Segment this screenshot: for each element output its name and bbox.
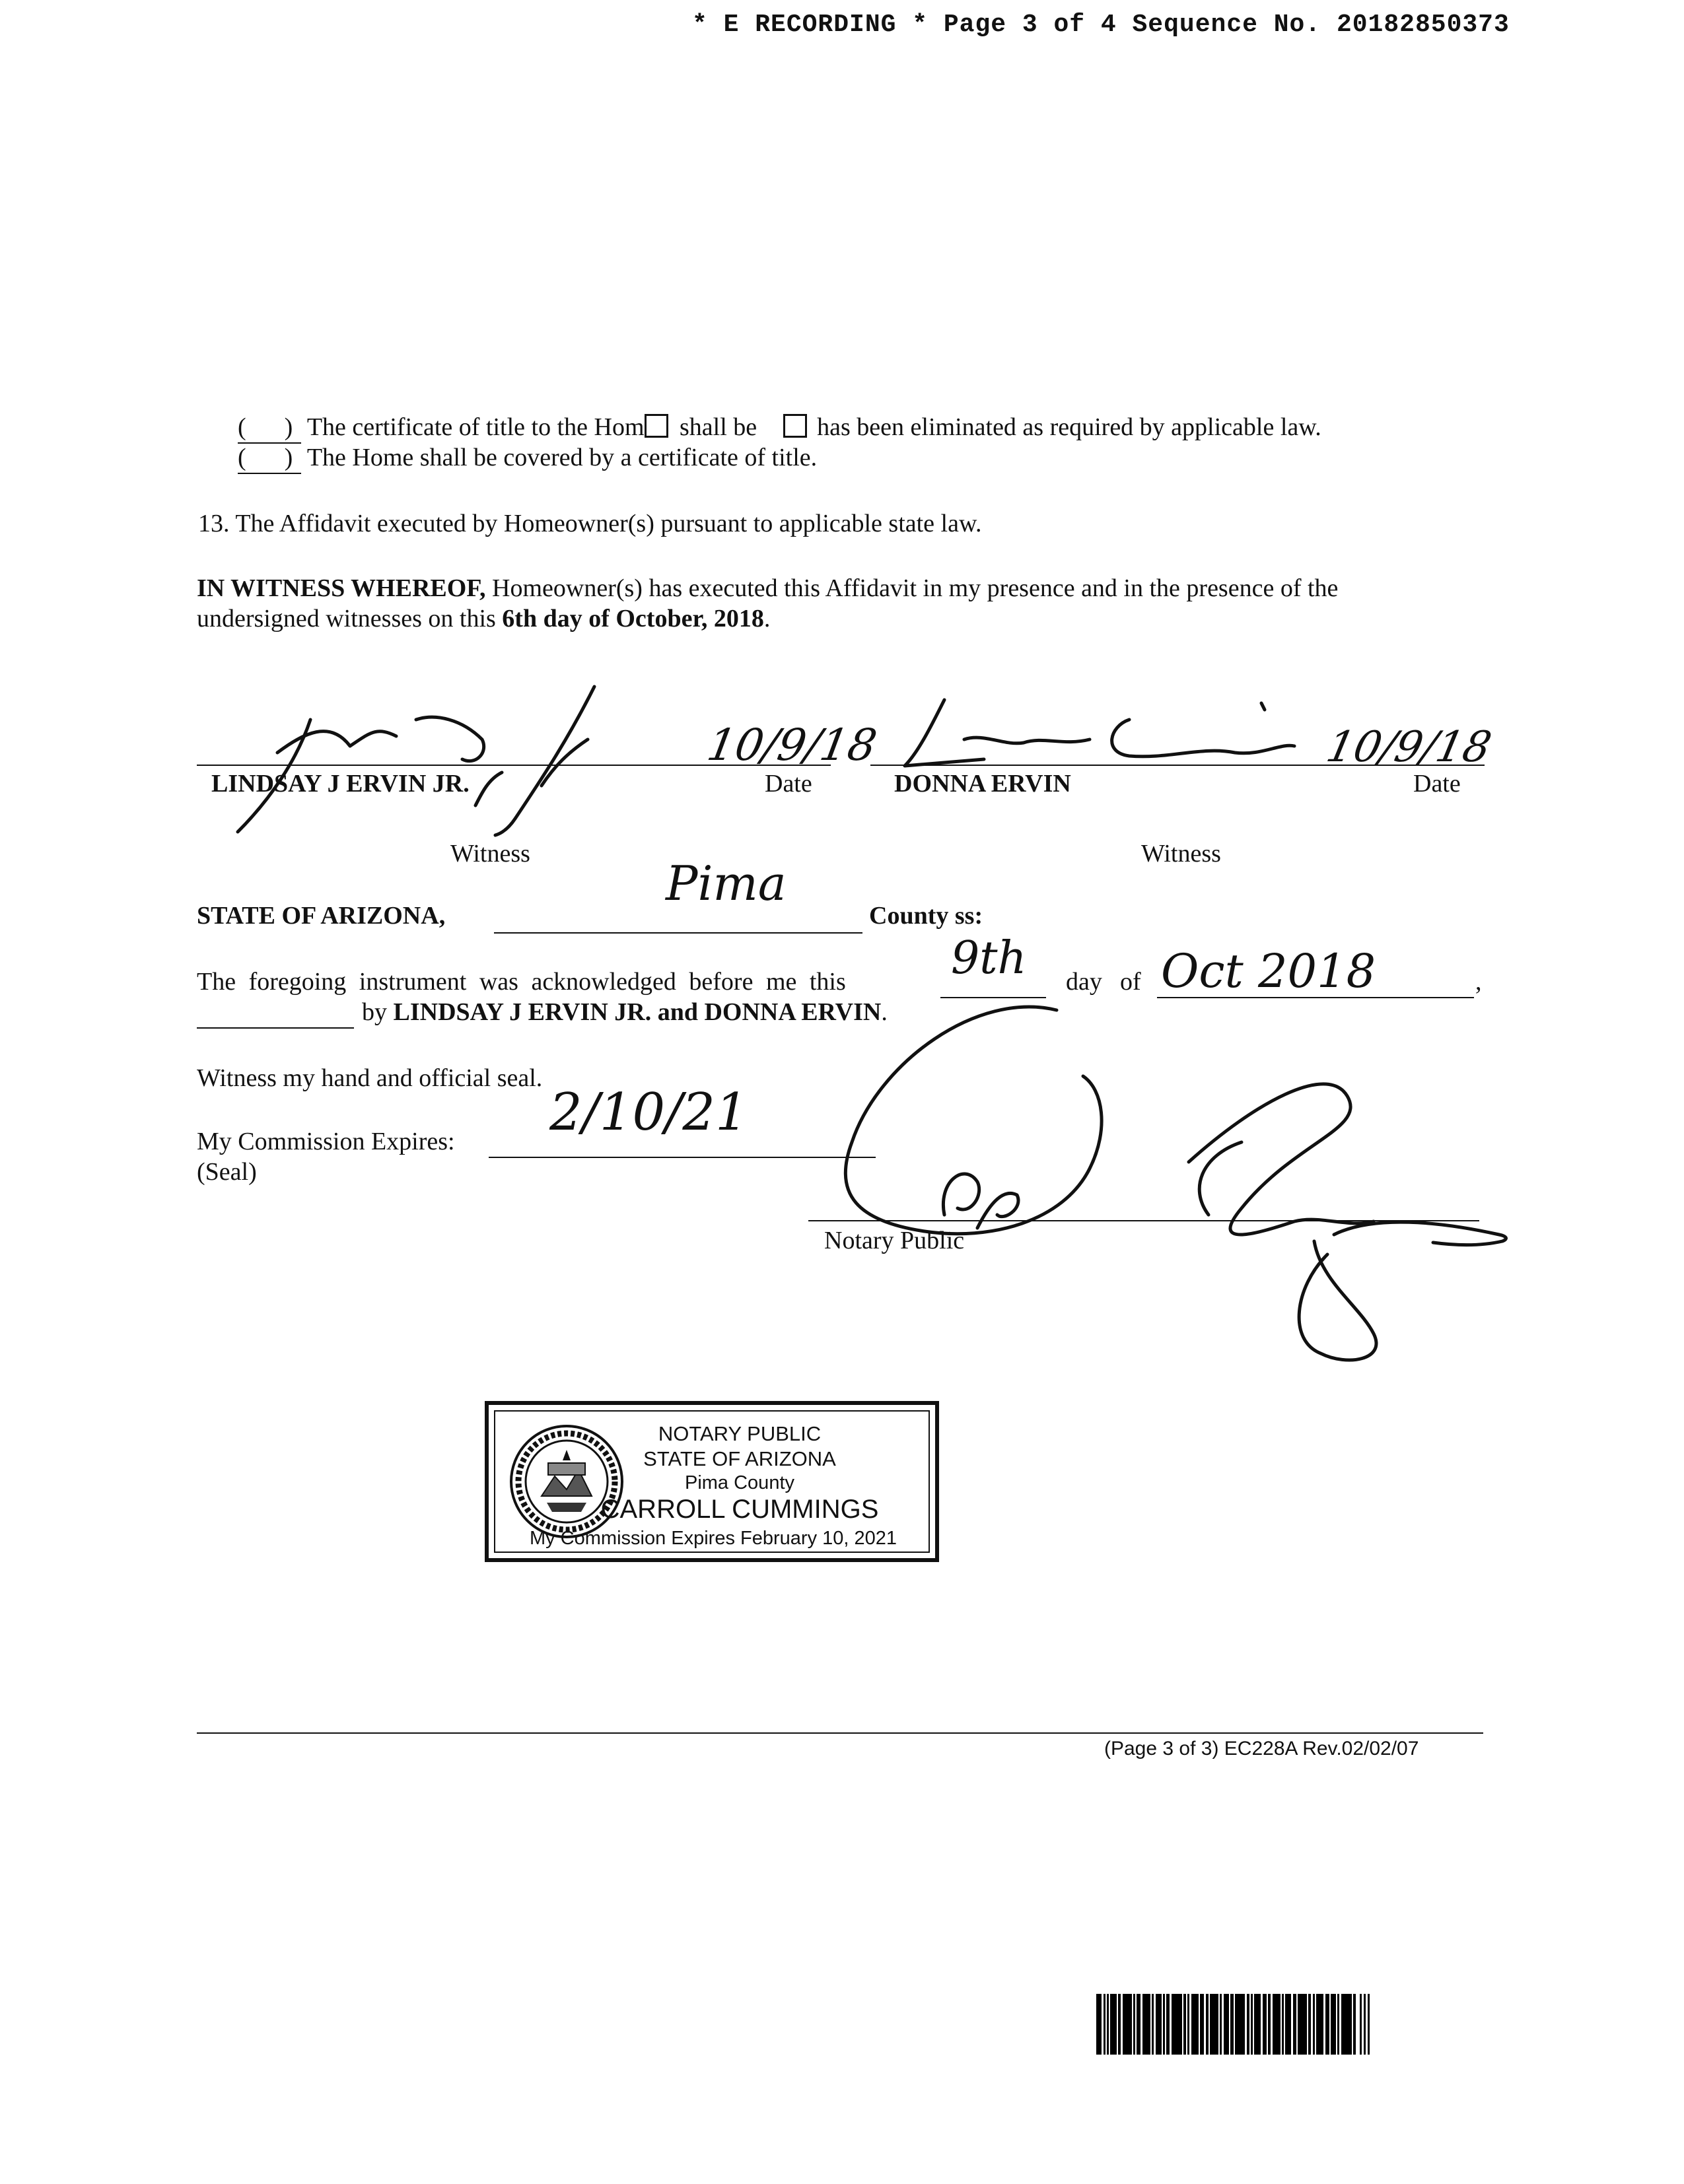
barcode-bar (1251, 1994, 1253, 2055)
barcode-bar (1230, 1994, 1234, 2055)
signer1-name: LINDSAY J ERVIN JR. (211, 770, 470, 798)
recording-header: * E RECORDING * Page 3 of 4 Sequence No. 20182850373 (692, 11, 1510, 39)
barcode-bar (1273, 1994, 1281, 2055)
ack-text: The foregoing instrument was acknowledged before me this (197, 968, 846, 996)
barcode-bar (1341, 1994, 1352, 2055)
option2-blank: ( ) (238, 442, 301, 474)
county-line[interactable] (494, 932, 862, 934)
barcode-bar (1263, 1994, 1267, 2055)
barcode-bar (1282, 1994, 1284, 2055)
witness-paragraph: IN WITNESS WHEREOF, Homeowner(s) has executed this Affidavit in my presence and in the presence of the undersigned witnesses on this 6th day of October, 2018. (197, 574, 1339, 632)
option1-eliminated: has been eliminated as required by applicable law. (817, 413, 1321, 441)
barcode-bar (1368, 1994, 1370, 2055)
hand-seal-text: Witness my hand and official seal. (197, 1064, 543, 1092)
ack-by-blank-line[interactable] (197, 1027, 354, 1029)
barcode-bar (1210, 1994, 1218, 2055)
option2-text: The Home shall be covered by a certificate of title. (306, 444, 818, 471)
barcode-bar (1137, 1994, 1140, 2055)
county-handwritten: Pima (666, 856, 787, 911)
barcode-bar (1224, 1994, 1229, 2055)
ack-day-label: day (1066, 968, 1102, 996)
barcode-bar (1096, 1994, 1102, 2055)
barcode-bar (1152, 1994, 1154, 2055)
barcode-bar (1187, 1994, 1189, 2055)
barcode-bar (1166, 1994, 1170, 2055)
barcode-bar (1285, 1994, 1291, 2055)
signer1-date-label: Date (765, 770, 812, 798)
item-13: 13. The Affidavit executed by Homeowner(s) pursuant to applicable state law. (198, 510, 982, 537)
barcode-bar (1360, 1994, 1362, 2055)
barcode-bar (1220, 1994, 1222, 2055)
commission-label: My Commission Expires: (197, 1128, 455, 1155)
ack-comma: , (1475, 968, 1482, 996)
barcode-bar (1191, 1994, 1199, 2055)
signer2-date-handwritten: 10/9/18 (1322, 723, 1496, 772)
ack-by-line: by LINDSAY J ERVIN JR. and DONNA ERVIN. (362, 998, 888, 1026)
barcode-bar (1133, 1994, 1135, 2055)
signer2-date-label: Date (1413, 770, 1461, 798)
barcode-bar (1172, 1994, 1182, 2055)
barcode-bar (1247, 1994, 1249, 2055)
barcode-bar (1200, 1994, 1204, 2055)
notary-public-label: Notary Public (824, 1227, 965, 1254)
barcode-bar (1316, 1994, 1323, 2055)
notary-stamp (485, 1401, 939, 1562)
barcode-bar (1142, 1994, 1150, 2055)
footer-form-info: (Page 3 of 3) EC228A Rev.02/02/07 (1104, 1738, 1419, 1759)
stamp-line-4: CARROLL CUMMINGS (600, 1495, 879, 1524)
stamp-line-2: STATE OF ARIZONA (643, 1447, 836, 1470)
barcode-bar (1118, 1994, 1121, 2055)
barcode-bar (1298, 1994, 1307, 2055)
witness-lead: IN WITNESS WHEREOF, (197, 574, 486, 602)
county-label: County ss: (869, 902, 983, 930)
title-option-1 (238, 412, 1321, 444)
option1-text: The certificate of title to the Hom (306, 413, 645, 441)
barcode-bar (1313, 1994, 1315, 2055)
stamp-line-1: NOTARY PUBLIC (658, 1422, 822, 1445)
signer1-signature (198, 680, 627, 838)
barcode-bar (1293, 1994, 1296, 2055)
barcode-bar (1254, 1994, 1261, 2055)
commission-handwritten: 2/10/21 (549, 1083, 748, 1142)
option1-shall-be: shall be (680, 413, 757, 441)
ack-names: LINDSAY J ERVIN JR. and DONNA ERVIN (393, 998, 882, 1026)
barcode-bar (1156, 1994, 1162, 2055)
signer1-date-handwritten: 10/9/18 (703, 720, 881, 770)
notary-signature (779, 997, 1532, 1367)
barcode (1096, 1994, 1572, 2055)
barcode-bar (1123, 1994, 1132, 2055)
barcode-bar (1107, 1994, 1109, 2055)
barcode-bar (1183, 1994, 1186, 2055)
eliminated-checkbox[interactable] (783, 414, 807, 438)
barcode-bar (1268, 1994, 1271, 2055)
footer-rule (197, 1732, 1483, 1734)
barcode-bar (1308, 1994, 1311, 2055)
barcode-bar (1331, 1994, 1336, 2055)
barcode-bar (1353, 1994, 1356, 2055)
ack-day-handwritten: 9th (951, 932, 1027, 984)
stamp-line-3: Pima County (684, 1472, 794, 1493)
ack-of-label: of (1120, 968, 1141, 996)
barcode-bar (1104, 1994, 1105, 2055)
option1-blank: ( ) (238, 412, 301, 444)
stamp-line-5: My Commission Expires February 10, 2021 (529, 1528, 897, 1549)
barcode-bar (1163, 1994, 1165, 2055)
barcode-bar (1206, 1994, 1209, 2055)
home-checkbox[interactable] (645, 414, 668, 438)
ack-month-year-handwritten: Oct 2018 (1161, 944, 1376, 998)
barcode-bar (1325, 1994, 1329, 2055)
signer2-signature (892, 693, 1314, 779)
barcode-bar (1235, 1994, 1245, 2055)
barcode-bar (1364, 1994, 1366, 2055)
barcode-bar (1110, 1994, 1117, 2055)
state-label: STATE OF ARIZONA, (197, 902, 446, 930)
title-option-2 (238, 442, 817, 474)
seal-label: (Seal) (197, 1158, 257, 1186)
barcode-bar (1337, 1994, 1339, 2055)
witness1-label: Witness (450, 840, 530, 868)
witness2-label: Witness (1141, 840, 1221, 868)
signer2-name: DONNA ERVIN (894, 770, 1071, 798)
